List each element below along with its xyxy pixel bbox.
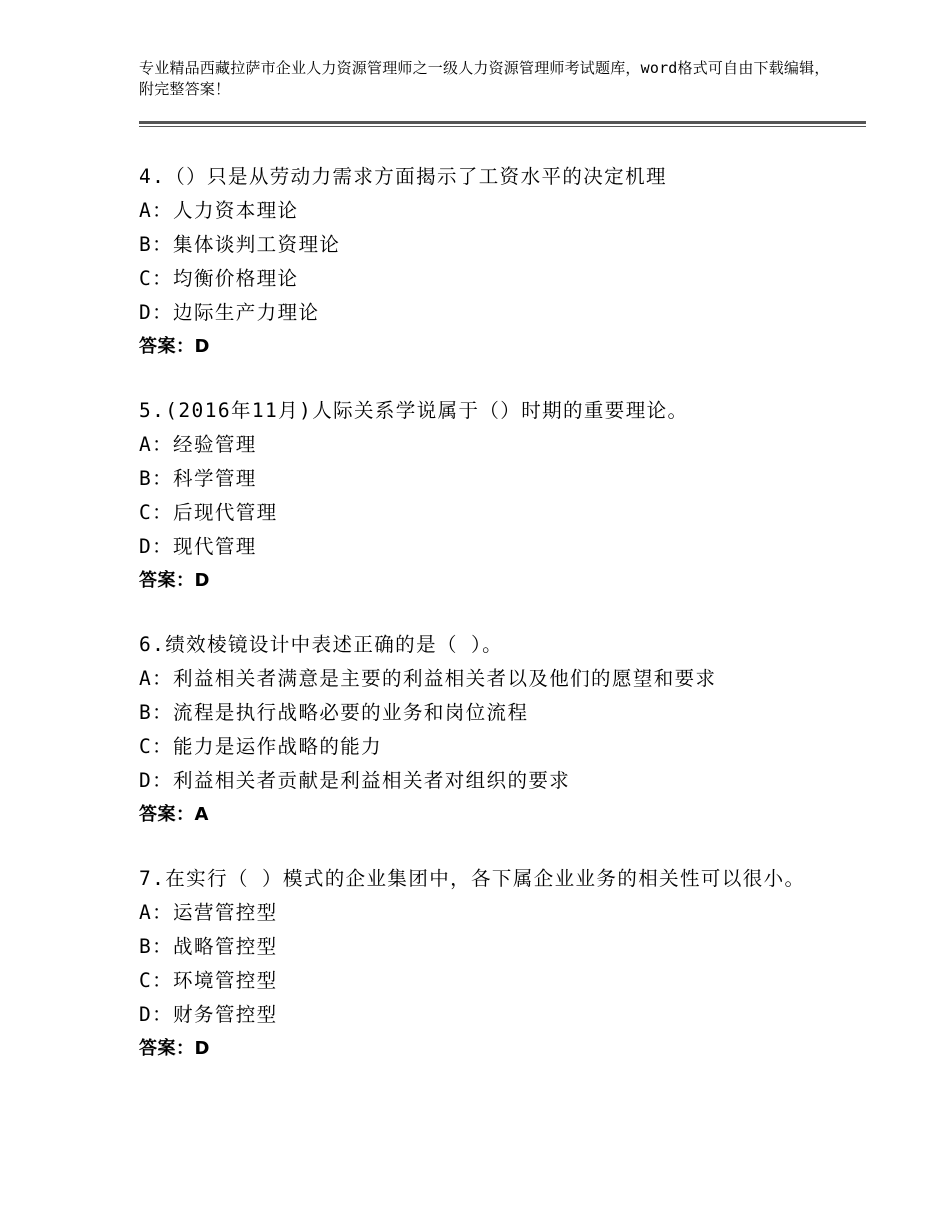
- answer-line: 答案：D: [139, 570, 210, 591]
- option-d: D：现代管理: [139, 535, 257, 558]
- option-a: A：经验管理: [139, 433, 257, 456]
- question-list: [139, 160, 839, 1096]
- option-b: B：战略管控型: [139, 935, 278, 958]
- option-c: C：均衡价格理论: [139, 267, 299, 290]
- option-d: D：边际生产力理论: [139, 301, 320, 324]
- option-b: B：集体谈判工资理论: [139, 233, 341, 256]
- option-d: D：财务管控型: [139, 1003, 278, 1026]
- option-a: A：运营管控型: [139, 901, 278, 924]
- option-c: C：能力是运作战略的能力: [139, 735, 383, 758]
- answer-line: 答案：A: [139, 804, 209, 825]
- question-stem: 5.(2016年11月)人际关系学说属于（）时期的重要理论。: [139, 399, 689, 422]
- question-stem: 7.在实行（ ）模式的企业集团中，各下属企业业务的相关性可以很小。: [139, 867, 806, 890]
- question-4: [139, 160, 839, 364]
- question-5: [139, 394, 839, 598]
- question-6: [139, 628, 839, 832]
- answer-line: 答案：D: [139, 336, 210, 357]
- option-d: D：利益相关者贡献是利益相关者对组织的要求: [139, 769, 571, 792]
- option-b: B：流程是执行战略必要的业务和岗位流程: [139, 701, 529, 724]
- option-c: C：环境管控型: [139, 969, 278, 992]
- header-divider-thick: [139, 121, 866, 124]
- option-a: A：利益相关者满意是主要的利益相关者以及他们的愿望和要求: [139, 667, 717, 690]
- header-divider-thin: [139, 126, 866, 127]
- option-b: B：科学管理: [139, 467, 257, 490]
- option-c: C：后现代管理: [139, 501, 278, 524]
- question-stem: 6.绩效棱镜设计中表述正确的是（ ）。: [139, 633, 504, 656]
- question-stem: 4.（）只是从劳动力需求方面揭示了工资水平的决定机理: [139, 165, 667, 188]
- question-7: [139, 862, 839, 1066]
- document-header: 专业精品西藏拉萨市企业人力资源管理师之一级人力资源管理师考试题库，word格式可自由下载编辑，附完整答案！: [139, 59, 830, 98]
- option-a: A：人力资本理论: [139, 199, 299, 222]
- answer-line: 答案：D: [139, 1038, 210, 1059]
